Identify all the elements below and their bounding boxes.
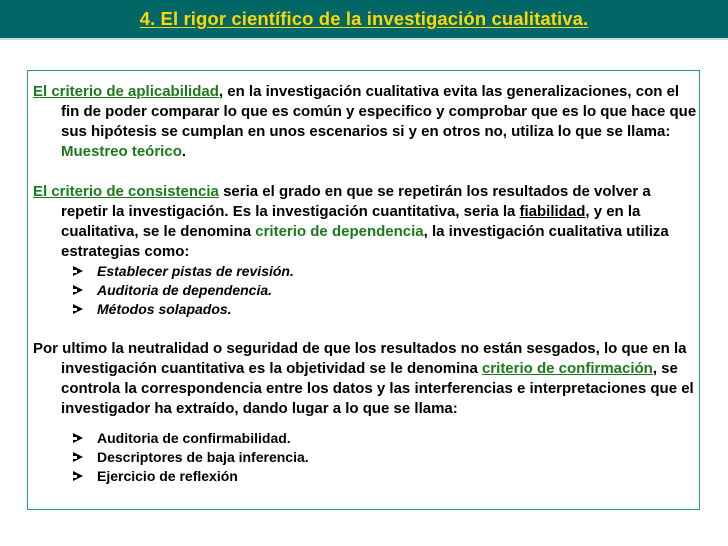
paragraph-neutralidad: [33, 339, 697, 419]
text-span: seria el grado en que se repetirán los resultados de volver a repetir la investigación. Es la investigación cuantitativa, seria la: [61, 183, 651, 220]
term-criterio-dependencia: criterio de dependencia: [255, 223, 424, 240]
paragraph-consistencia: [33, 182, 697, 262]
arrow-bullet-icon: [73, 285, 83, 295]
list-item: [33, 448, 697, 467]
slide-title: 4. El rigor científico de la investigación cualitativa.: [139, 8, 589, 29]
text-span: , y en la cualitativa, se le denomina: [61, 203, 641, 240]
text-span: Por ultimo la neutralidad o seguridad de que los resultados no están sesgados, lo que en la investigación cuantitativa es la objetividad se le denomina: [33, 340, 687, 377]
text-span: , se controla la correspondencia entre los datos y las interferencias e interpretaciones que el investigador ha extraído, dando lugar a lo que se llama:: [61, 360, 694, 417]
strategy-list: [33, 262, 697, 319]
text-span: , en la investigación cualitativa evita las generalizaciones, con el fin de poder comparar lo que es común y especifico y comprobar que es lo que hace que sus hipótesis se cumplan en unos escenarios si y en otros no, utiliza lo que se llama:: [61, 83, 697, 140]
link-criterio-aplicabilidad[interactable]: El criterio de aplicabilidad: [33, 83, 219, 100]
arrow-bullet-icon: [73, 304, 83, 314]
list-item-text: Auditoria de confirmabilidad.: [97, 430, 291, 446]
list-item: [33, 429, 697, 448]
list-item: [33, 281, 697, 300]
slide-header: [0, 0, 728, 38]
list-item: [33, 262, 697, 281]
arrow-bullet-icon: [73, 433, 83, 443]
list-item: [33, 300, 697, 319]
list-item-text: Auditoria de dependencia.: [97, 282, 273, 298]
list-item-text: Ejercicio de reflexión: [97, 468, 238, 484]
text-span: .: [181, 143, 187, 160]
text-span: , la investigación cualitativa utiliza estrategias como:: [61, 223, 669, 260]
spacer: [33, 419, 697, 429]
arrow-bullet-icon: [73, 471, 83, 481]
arrow-bullet-icon: [73, 452, 83, 462]
paragraph-aplicabilidad: [33, 82, 697, 162]
arrow-bullet-icon: [73, 266, 83, 276]
list-item-text: Métodos solapados.: [97, 301, 232, 317]
confirm-list: [33, 429, 697, 486]
spacer: [33, 319, 697, 339]
list-item-text: Establecer pistas de revisión.: [97, 263, 294, 279]
spacer: [33, 162, 697, 182]
list-item: [33, 467, 697, 486]
slide-body: [33, 82, 697, 486]
link-criterio-consistencia[interactable]: El criterio de consistencia: [33, 183, 219, 200]
term-muestreo-teorico: Muestreo teórico: [61, 143, 182, 160]
link-criterio-confirmacion[interactable]: criterio de confirmación: [481, 360, 653, 377]
list-item-text: Descriptores de baja inferencia.: [97, 449, 309, 465]
term-fiabilidad: fiabilidad: [519, 203, 586, 220]
